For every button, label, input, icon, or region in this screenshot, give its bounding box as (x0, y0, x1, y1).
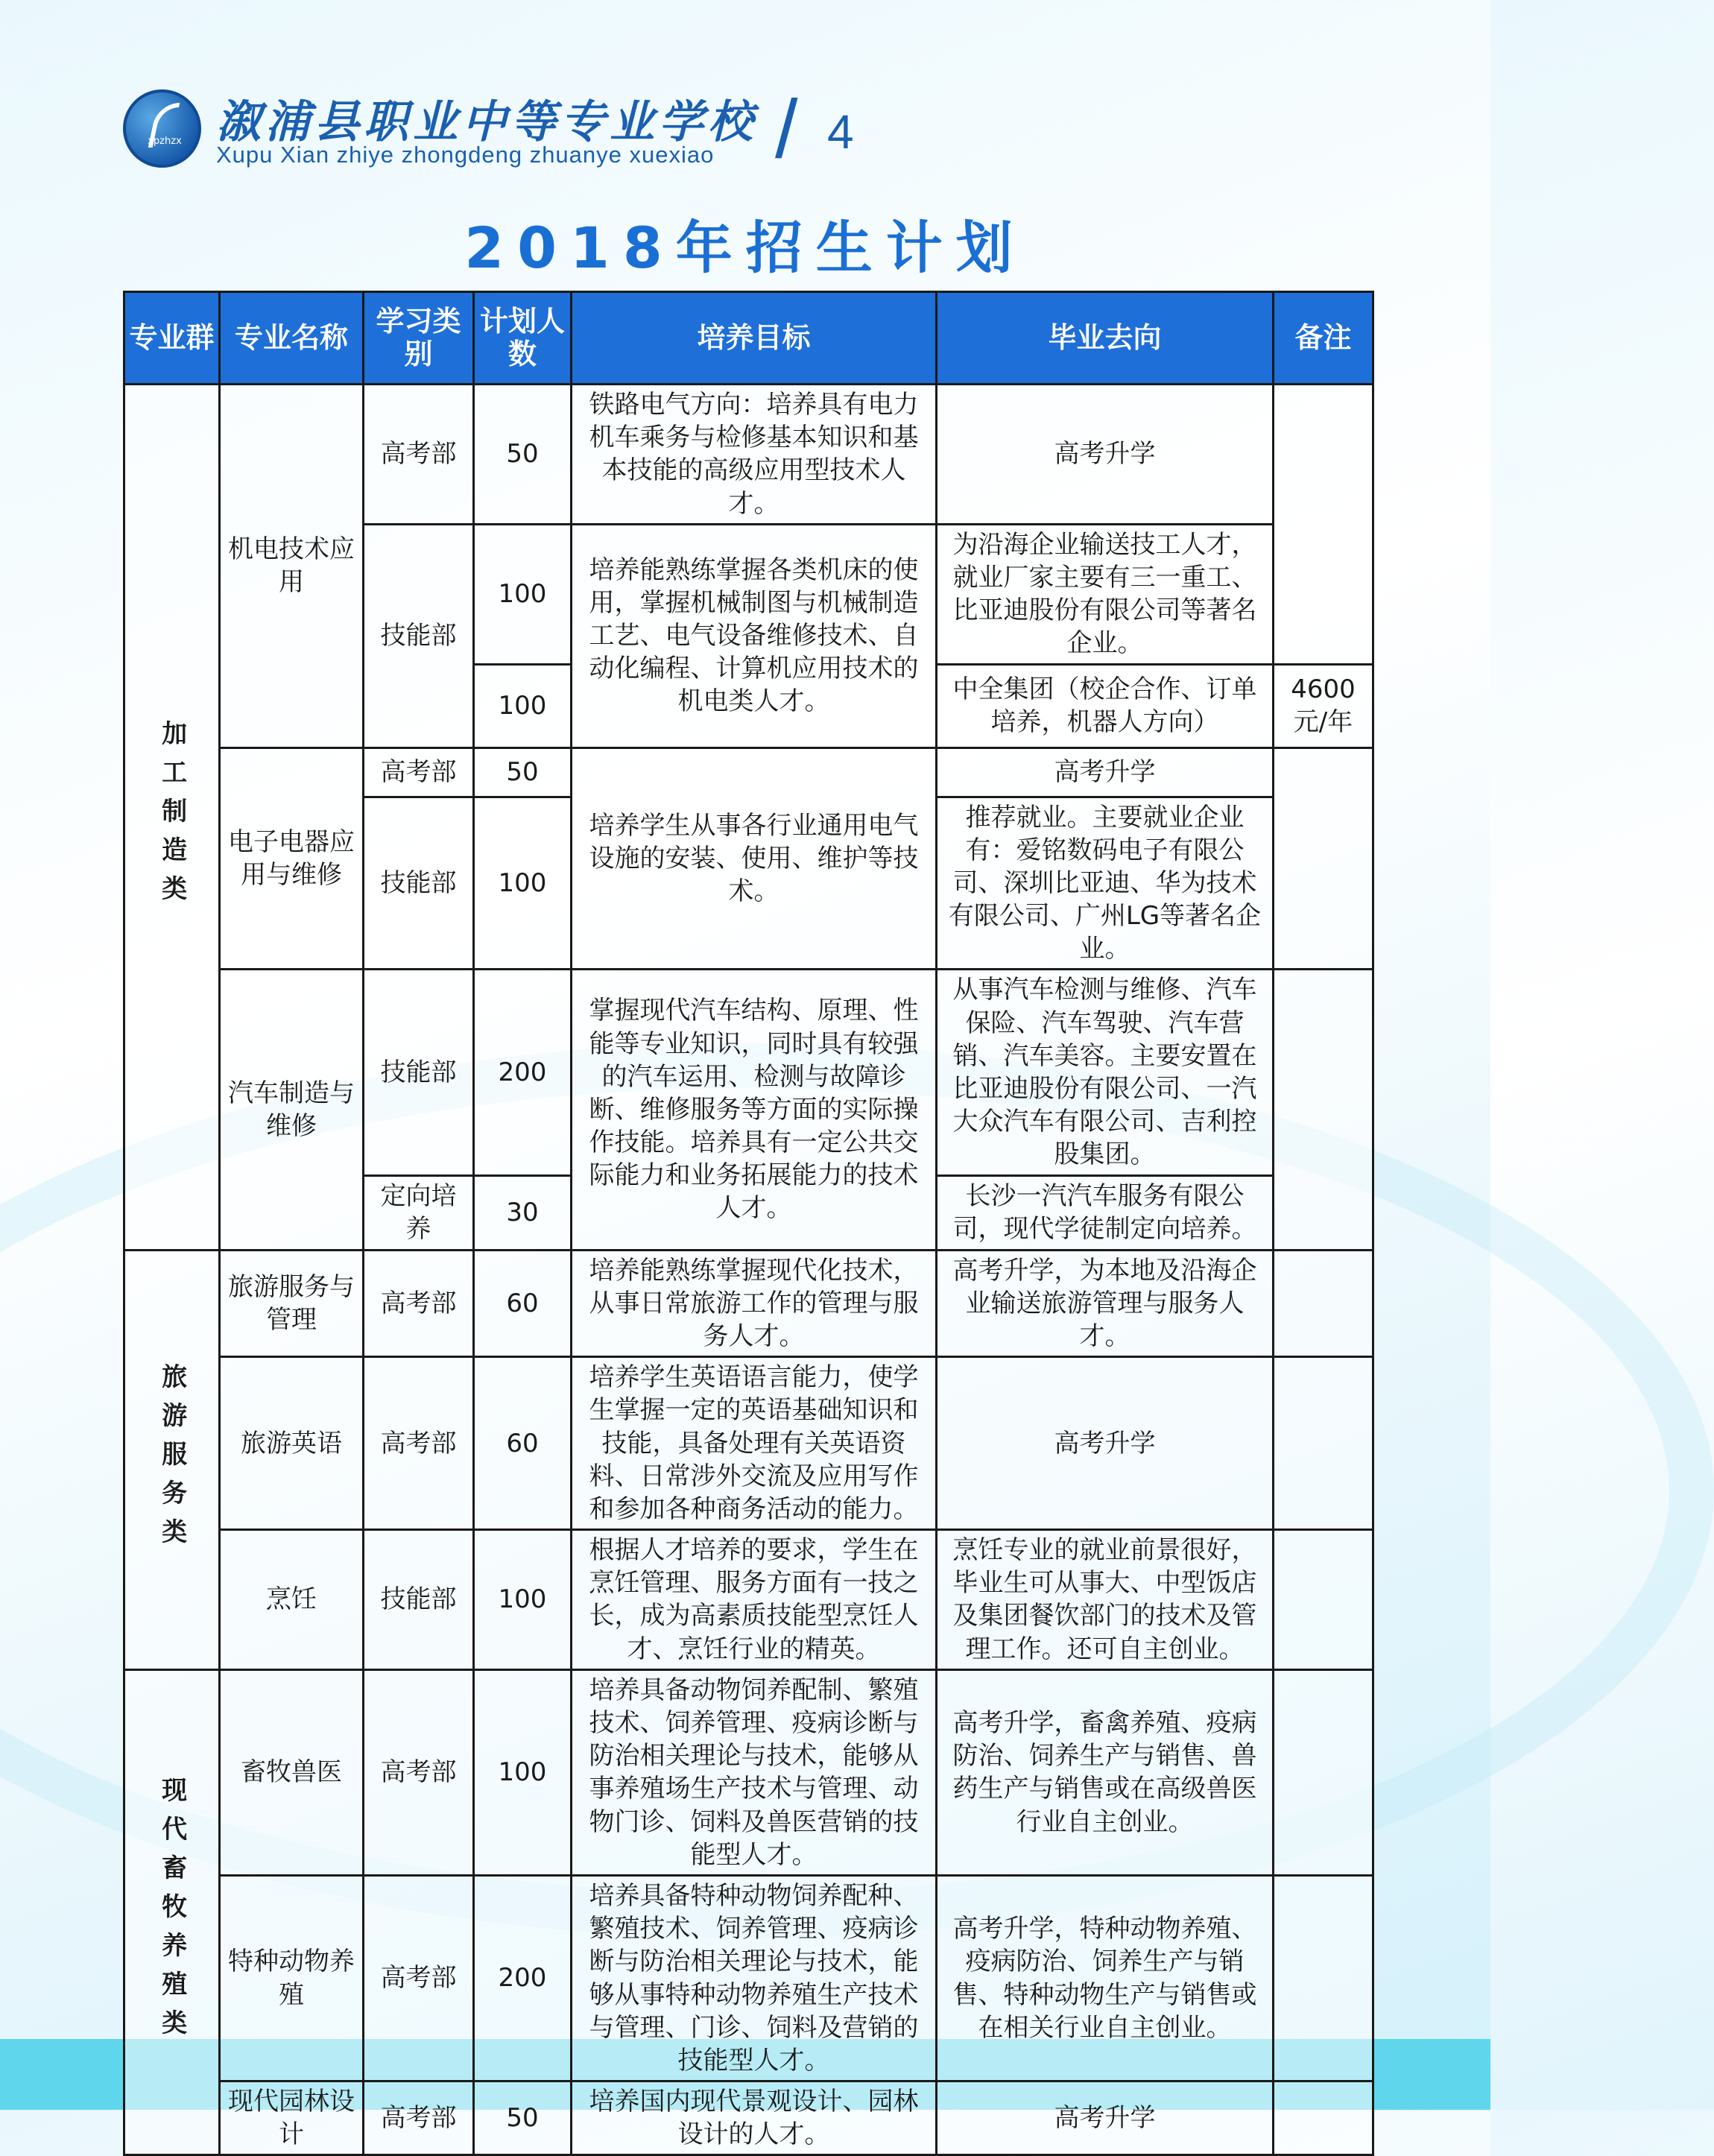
enrollment-plan-table (123, 291, 1374, 2156)
goal-cell: 培养具备动物饲养配制、繁殖技术、饲养管理、疫病诊断与防治相关理论与技术，能够从事养殖场生产技术与管理、动物门诊、饲料及兽医营销的技能型人才。 (572, 1669, 937, 1875)
group-cell: 加工制造类 (124, 385, 220, 1251)
table-row (124, 747, 1373, 797)
page-title: 2018年招生计划 (464, 215, 1026, 281)
type-cell: 高考部 (364, 1875, 474, 2081)
table-row (124, 1875, 1373, 2081)
school-logo-icon (123, 89, 201, 168)
goal-cell: 根据人才培养的要求，学生在烹饪管理、服务方面有一技之长，成为高素质技能型烹饪人才、烹饪行业的精英。 (572, 1530, 937, 1670)
goal-cell: 培养能熟练掌握各类机床的使用，掌握机械制图与机械制造工艺、电气设备维修技术、自动化编程、计算机应用技术的机电类人才。 (572, 524, 937, 747)
major-cell: 烹饪 (220, 1530, 364, 1670)
page-slash: / (775, 83, 798, 175)
note-cell (1274, 1875, 1373, 2081)
destination-cell: 推荐就业。主要就业企业有：爱铭数码电子有限公司、深圳比亚迪、华为技术有限公司、广州LG等著名企业。 (937, 797, 1274, 970)
count-cell: 200 (474, 970, 572, 1175)
destination-cell: 高考升学 (937, 385, 1274, 525)
goal-cell: 掌握现代汽车结构、原理、性能等专业知识，同时具有较强的汽车运用、检测与故障诊断、维修服务等方面的实际操作技能。培养具有一定公共交际能力和业务拓展能力的技术人才。 (572, 970, 937, 1250)
count-cell: 30 (474, 1175, 572, 1250)
destination-cell: 长沙一汽汽车服务有限公司，现代学徒制定向培养。 (937, 1175, 1274, 1250)
group-cell: 旅游服务类 (124, 1250, 220, 1669)
table-row (124, 1357, 1373, 1530)
note-cell (1274, 747, 1373, 970)
major-cell: 旅游英语 (220, 1357, 364, 1530)
table-row (124, 1250, 1373, 1357)
count-cell: 50 (474, 385, 572, 525)
type-cell: 高考部 (364, 1669, 474, 1875)
header-note: 备注 (1274, 292, 1373, 385)
destination-cell: 为沿海企业输送技工人才，就业厂家主要有三一重工、比亚迪股份有限公司等著名企业。 (937, 524, 1274, 664)
major-cell: 现代园林设计 (220, 2081, 364, 2155)
type-cell: 技能部 (364, 970, 474, 1175)
note-cell (1274, 2081, 1373, 2155)
type-cell: 技能部 (364, 524, 474, 747)
count-cell: 60 (474, 1250, 572, 1357)
type-cell: 高考部 (364, 385, 474, 525)
major-cell: 畜牧兽医 (220, 1669, 364, 1875)
destination-cell: 从事汽车检测与维修、汽车保险、汽车驾驶、汽车营销、汽车美容。主要安置在比亚迪股份有限公司、一汽大众汽车有限公司、吉利控股集团。 (937, 970, 1274, 1175)
major-cell: 电子电器应用与维修 (220, 747, 364, 970)
destination-cell: 高考升学，畜禽养殖、疫病防治、饲养生产与销售、兽药生产与销售或在高级兽医行业自主创业。 (937, 1669, 1274, 1875)
note-cell (1274, 1357, 1373, 1530)
destination-cell: 高考升学 (937, 747, 1274, 797)
type-cell: 定向培养 (364, 1175, 474, 1250)
destination-cell: 高考升学，为本地及沿海企业输送旅游管理与服务人才。 (937, 1250, 1274, 1357)
table-row (124, 1669, 1373, 1875)
table-row (124, 1530, 1373, 1670)
count-cell: 50 (474, 747, 572, 797)
header-plan-count: 计划人数 (474, 292, 572, 385)
type-cell: 高考部 (364, 1250, 474, 1357)
major-cell: 特种动物养殖 (220, 1875, 364, 2081)
header-goal: 培养目标 (572, 292, 937, 385)
school-name-en: Xupu Xian zhiye zhongdeng zhuanye xuexiao (216, 142, 715, 168)
goal-cell: 培养学生从事各行业通用电气设施的安装、使用、维护等技术。 (572, 747, 937, 970)
header-group: 专业群 (124, 292, 220, 385)
count-cell: 100 (474, 524, 572, 664)
count-cell: 100 (474, 1530, 572, 1670)
destination-cell: 高考升学 (937, 2081, 1274, 2155)
destination-cell: 烹饪专业的就业前景很好，毕业生可从事大、中型饭店及集团餐饮部门的技术及管理工作。还可自主创业。 (937, 1530, 1274, 1670)
note-cell (1274, 1250, 1373, 1357)
goal-cell: 培养学生英语语言能力，使学生掌握一定的英语基础知识和技能，具备处理有关英语资料、日常涉外交流及应用写作和参加各种商务活动的能力。 (572, 1357, 937, 1530)
goal-cell: 铁路电气方向：培养具有电力机车乘务与检修基本知识和基本技能的高级应用型技术人才。 (572, 385, 937, 525)
group-cell: 现代畜牧养殖类 (124, 1669, 220, 2155)
major-cell: 汽车制造与维修 (220, 970, 364, 1250)
destination-cell: 高考升学 (937, 1357, 1274, 1530)
table-row (124, 385, 1373, 525)
destination-cell: 高考升学，特种动物养殖、疫病防治、饲养生产与销售、特种动物生产与销售或在相关行业自主创业。 (937, 1875, 1274, 2081)
note-cell (1274, 385, 1373, 665)
count-cell: 100 (474, 1669, 572, 1875)
note-cell (1274, 1669, 1373, 1875)
goal-cell: 培养能熟练掌握现代化技术，从事日常旅游工作的管理与服务人才。 (572, 1250, 937, 1357)
type-cell: 高考部 (364, 2081, 474, 2155)
type-cell: 技能部 (364, 1530, 474, 1670)
logo-text: xpzhzx (148, 136, 182, 147)
goal-cell: 培养具备特种动物饲养配种、繁殖技术、饲养管理、疫病诊断与防治相关理论与技术，能够从事特种动物养殖生产技术与管理、门诊、饲料及营销的技能型人才。 (572, 1875, 937, 2081)
page-number: 4 (827, 105, 854, 159)
count-cell: 200 (474, 1875, 572, 2081)
table-header-row (124, 292, 1373, 385)
table-row (124, 2081, 1373, 2155)
major-cell: 旅游服务与管理 (220, 1250, 364, 1357)
header-destination: 毕业去向 (937, 292, 1274, 385)
page-header (123, 82, 905, 179)
table-row (124, 970, 1373, 1175)
note-cell (1274, 970, 1373, 1250)
goal-cell: 培养国内现代景观设计、园林设计的人才。 (572, 2081, 937, 2155)
school-name-cn: 溆浦县职业中等专业学校 (216, 96, 757, 148)
type-cell: 技能部 (364, 797, 474, 970)
note-cell (1274, 1530, 1373, 1670)
type-cell: 高考部 (364, 747, 474, 797)
major-cell: 机电技术应用 (220, 385, 364, 748)
header-study-type: 学习类别 (364, 292, 474, 385)
note-cell: 4600元/年 (1274, 664, 1373, 747)
count-cell: 100 (474, 664, 572, 747)
count-cell: 50 (474, 2081, 572, 2155)
count-cell: 60 (474, 1357, 572, 1530)
header-major: 专业名称 (220, 292, 364, 385)
type-cell: 高考部 (364, 1357, 474, 1530)
count-cell: 100 (474, 797, 572, 970)
destination-cell: 中全集团（校企合作、订单培养，机器人方向） (937, 664, 1274, 747)
